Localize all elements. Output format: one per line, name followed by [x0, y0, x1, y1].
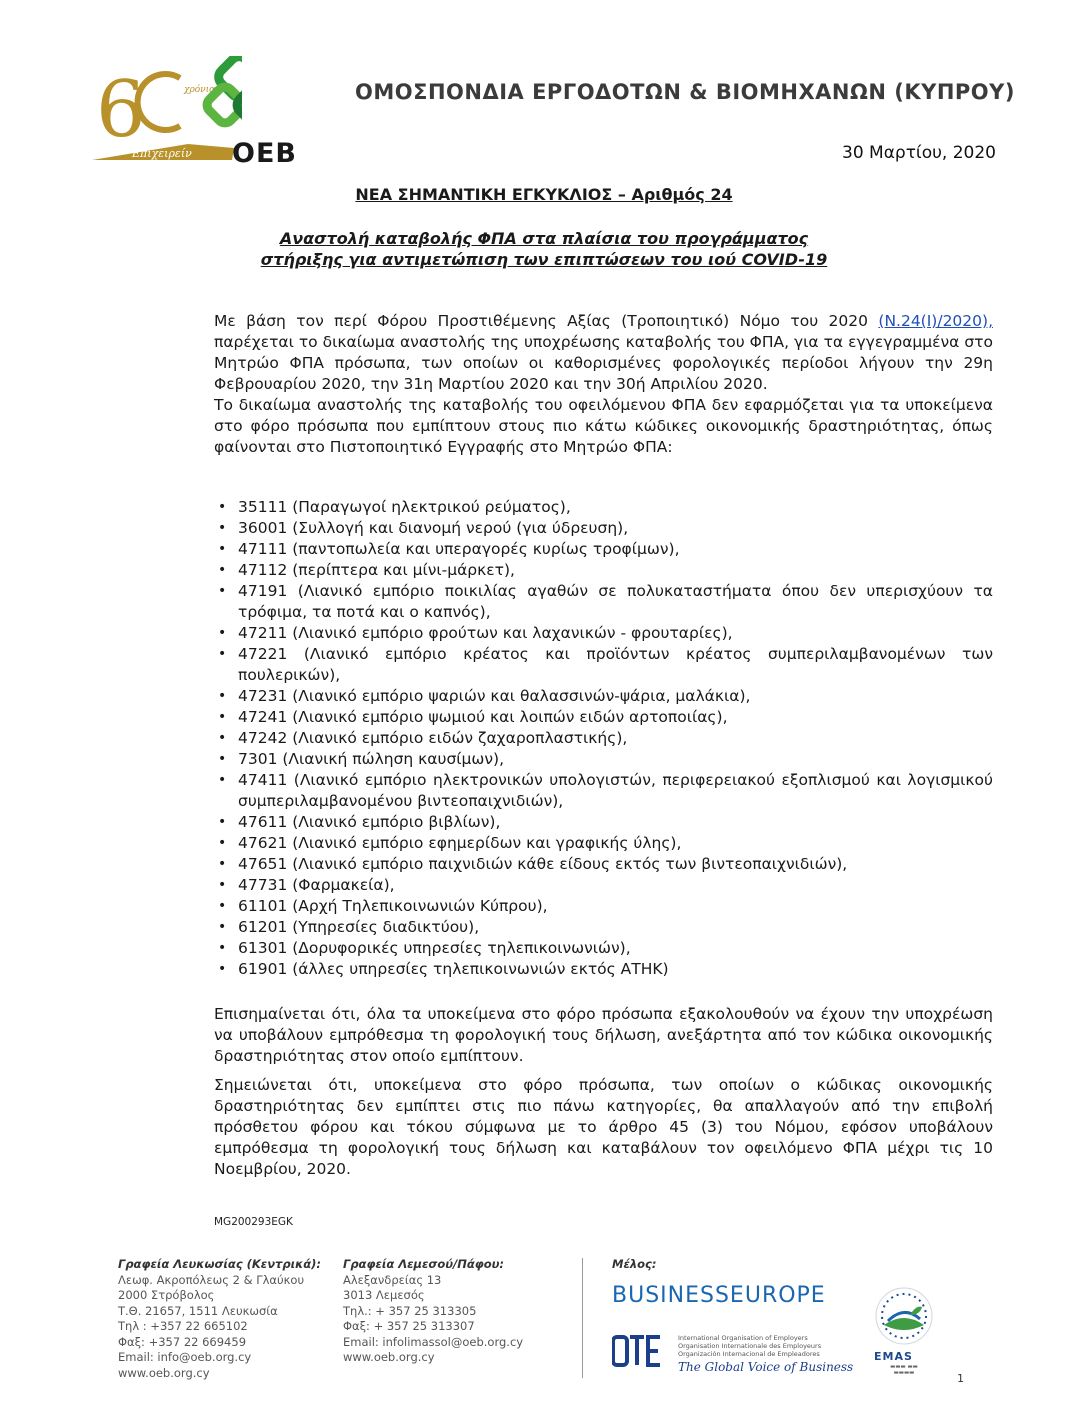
activity-code-item: • 61201 (Υπηρεσίες διαδικτύου), [214, 917, 993, 938]
activity-code-item: • 47231 (Λιανικό εμπόριο ψαριών και θαλασσινών-ψάρια, μαλάκια), [214, 686, 993, 707]
members-label: Μέλος: [612, 1257, 657, 1271]
intro-text: Με βάση τον περί Φόρου Προστιθέμενης Αξίας (Τροποιητικό) Νόμο του 2020 [214, 312, 879, 330]
activity-code-item: • 47191 (Λιανικό εμπόριο ποικιλίας αγαθών σε πολυκαταστήματα όπου δεν υπερισχύουν τα τρόφιμα, τα ποτά και ο καπνός), [214, 581, 993, 623]
subject-line-2: στήριξης για αντιμετώπιση των επιπτώσεων του ιού COVID-19 [260, 250, 828, 269]
activity-code-item: • 47651 (Λιανικό εμπόριο παιχνιδιών κάθε είδους εκτός των βιντεοπαιχνιδιών), [214, 854, 993, 875]
office-fax: Φαξ: +357 22 669459 [118, 1334, 247, 1349]
office-limassol-title: Γραφεία Λεμεσού/Πάφου: [343, 1257, 505, 1271]
activity-code-item: • 47611 (Λιανικό εμπόριο βιβλίων), [214, 812, 993, 833]
activity-code-list [214, 497, 993, 980]
office-nicosia [118, 1257, 321, 1381]
activity-code-item: • 47241 (Λιανικό εμπόριο ψωμιού και λοιπών ειδών αρτοποιίας), [214, 707, 993, 728]
intro-second-paragraph: Το δικαίωμα αναστολής της καταβολής του οφειλόμενου ΦΠΑ δεν εφαρμόζεται για τα υποκείμενα στο φόρο πρόσωπα που εμπίπτουν στους πιο κάτω κώδικες οικονομικής δραστηριότητας, όπως φαίνονται στο Πιστοποιητικό Εγγραφής στο Μητρώο ΦΠΑ: [214, 396, 993, 456]
oeb-logo-text: OEB [232, 138, 297, 169]
activity-code-item: • 35111 (Παραγωγοί ηλεκτρικού ρεύματος), [214, 497, 993, 518]
svg-text:Επιχειρείν: Επιχειρείν [132, 147, 192, 160]
document-date: 30 Μαρτίου, 2020 [842, 143, 996, 163]
activity-code-item: • 47411 (Λιανικό εμπόριο ηλεκτρονικών υπολογιστών, περιφερειακού εξοπλισμού και λογισμικού συμπεριλαμβανομένου βιντεοπαιχνιδιών), [214, 770, 993, 812]
ioe-name-en: International Organisation of Employers [678, 1334, 808, 1342]
ioe-logo [612, 1333, 662, 1369]
ioe-tagline: The Global Voice of Business [678, 1360, 854, 1374]
activity-code-item: • 61101 (Αρχή Τηλεπικοινωνιών Κύπρου), [214, 896, 993, 917]
office-line: 2000 Στρόβολος [118, 1288, 215, 1302]
emas-logo [866, 1285, 942, 1347]
intro-paragraph [214, 311, 993, 458]
activity-code-item: • 47111 (παντοπωλεία και υπεραγορές κυρίως τροφίμων), [214, 539, 993, 560]
oeb-60-years-logo [92, 56, 242, 166]
office-limassol [343, 1257, 523, 1366]
office-email[interactable]: Email: info@oeb.org.cy [118, 1350, 252, 1364]
activity-code-item: • 47211 (Λιανικό εμπόριο φρούτων και λαχανικών - φρουταρίες), [214, 623, 993, 644]
ioe-name-fr: Organisation Internationale des Employeurs [678, 1342, 822, 1350]
intro-text-cont: παρέχεται το δικαίωμα αναστολής της υποχρέωσης καταβολής του ΦΠΑ, για τα εγγεγραμμένα στο Μητρώο ΦΠΑ πρόσωπα, των οποίων οι καθορισμένες φορολογικές περίοδοι λήγουν την 29η Φεβρουαρίου 2020, την 31η Μαρτίου 2020 και την 30ή Απριλίου 2020. [214, 333, 993, 393]
circular-title: ΝΕΑ ΣΗΜΑΝΤΙΚΗ ΕΓΚΥΚΛΙΟΣ – Αριθμός 24 [355, 185, 733, 204]
office-line: Λεωφ. Ακροπόλεως 2 & Γλαύκου [118, 1272, 305, 1287]
ioe-name-es: Organización Internacional de Empleadores [678, 1350, 820, 1358]
paragraph-exemption: Σημειώνεται ότι, υποκείμενα στο φόρο πρόσωπα, των οποίων ο κώδικας οικονομικής δραστηριότητας δεν εμπίπτει στις πιο πάνω κατηγορίες, θα απαλλαγούν από την επιβολή πρόσθετου φόρου και τόκου σύμφωνα με το άρθρο 45 (3) του Νόμου, εφόσον υποβάλουν εμπρόθεσμα τη φορολογική τους δήλωση και καταβάλουν τον οφειλόμενο ΦΠΑ μέχρι τις 10 Νοεμβρίου, 2020. [214, 1076, 993, 1178]
subject-heading [0, 228, 1088, 270]
svg-text:6: 6 [96, 65, 146, 155]
emas-label: EMAS [874, 1350, 913, 1363]
office-line: 3013 Λεμεσός [343, 1288, 425, 1302]
businesseurope-logo: BUSINESSEUROPE [612, 1283, 826, 1308]
office-website[interactable]: www.oeb.org.cy [118, 1365, 210, 1380]
office-phone: Τηλ.: + 357 25 313305 [343, 1303, 477, 1318]
ioe-names [678, 1334, 821, 1358]
office-phone: Τηλ : +357 22 665102 [118, 1319, 248, 1333]
office-line: Αλεξανδρείας 13 [343, 1272, 442, 1287]
office-website[interactable]: www.oeb.org.cy [343, 1350, 435, 1364]
page-number: 1 [957, 1372, 964, 1385]
activity-code-item: • 47621 (Λιανικό εμπόριο εφημερίδων και γραφικής ύλης), [214, 833, 993, 854]
svg-text:χρόνια: χρόνια [184, 85, 216, 95]
activity-code-item: • 61901 (άλλες υπηρεσίες τηλεπικοινωνιών εκτός ΑΤΗΚ) [214, 959, 993, 980]
office-email[interactable]: Email: infolimassol@oeb.org.cy [343, 1334, 524, 1349]
emas-small-print: ▬▬▬ ▬▬ ▬▬▬▬ [890, 1364, 918, 1376]
activity-code-item: • 61301 (Δορυφορικές υπηρεσίες τηλεπικοινωνιών), [214, 938, 993, 959]
activity-code-item: • 47242 (Λιανικό εμπόριο ειδών ζαχαροπλαστικής), [214, 728, 993, 749]
activity-code-item: • 36001 (Συλλογή και διανομή νερού (για ύδρευση), [214, 518, 993, 539]
activity-code-item: • 47221 (Λιανικό εμπόριο κρέατος και προϊόντων κρέατος συμπεριλαμβανομένων των πουλερικών), [214, 644, 993, 686]
law-link[interactable]: (Ν.24(Ι)/2020), [878, 312, 993, 330]
activity-code-item: • 47112 (περίπτερα και μίνι-μάρκετ), [214, 560, 993, 581]
footer-divider [582, 1258, 583, 1378]
office-line: Τ.Θ. 21657, 1511 Λευκωσία [118, 1303, 278, 1318]
paragraph-obligation: Επισημαίνεται ότι, όλα τα υποκείμενα στο φόρο πρόσωπα εξακολουθούν να έχουν την υποχρέωση να υποβάλουν εμπρόθεσμα τη φορολογική τους δήλωση, ανεξάρτητα από τον κώδικα οικονομικής δραστηριότητας στον οποίο εμπίπτουν. [214, 1005, 993, 1065]
subject-line-1: Αναστολή καταβολής ΦΠΑ στα πλαίσια του προγράμματος [279, 229, 809, 248]
activity-code-item: • 47731 (Φαρμακεία), [214, 875, 993, 896]
organization-name: ΟΜΟΣΠΟΝΔΙΑ ΕΡΓΟΔΟΤΩΝ & ΒΙΟΜΗΧΑΝΩΝ (ΚΥΠΡΟΥ) [355, 80, 1015, 104]
office-fax: Φαξ: + 357 25 313307 [343, 1319, 475, 1333]
reference-code: MG200293EGK [214, 1216, 293, 1228]
activity-code-item: • 7301 (Λιανική πώληση καυσίμων), [214, 749, 993, 770]
office-nicosia-title: Γραφεία Λευκωσίας (Κεντρικά): [118, 1257, 322, 1271]
